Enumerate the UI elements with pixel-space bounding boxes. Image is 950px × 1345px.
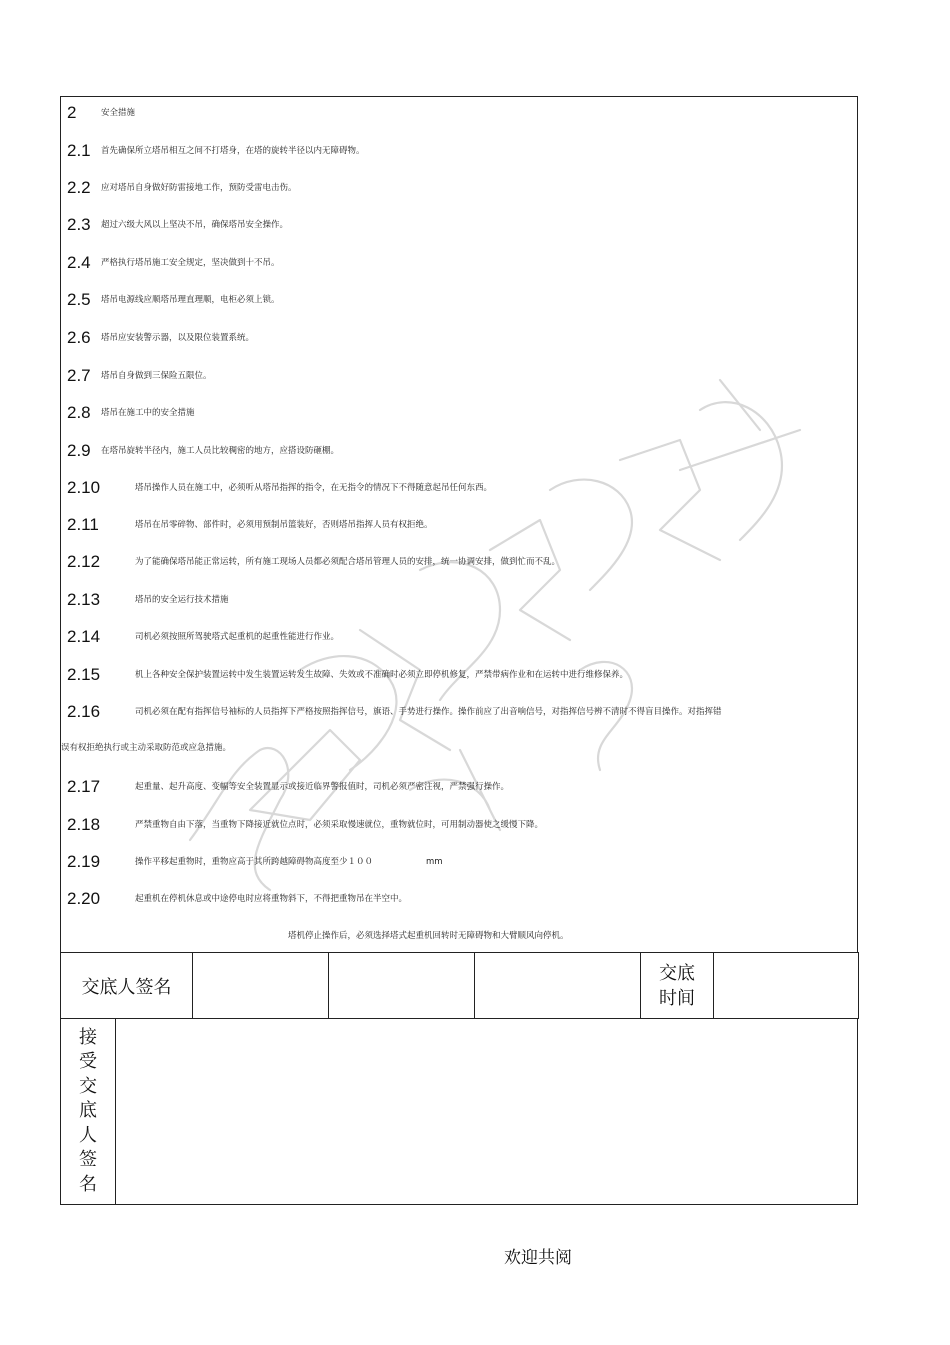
measure-item-number: 2: [67, 103, 77, 122]
measure-item-text: 操作平移起重物时，重物应高于其所跨越障碍物高度至少１００: [135, 857, 374, 867]
measure-item-text: 严禁重物自由下落，当重物下降接近就位点时，必须采取慢速就位，重物就位时，可用制动器使之缓慢下降。: [135, 820, 544, 830]
handover-time-label-line1: 交底: [659, 962, 695, 984]
final-note: 塔机停止操作后，必须选择塔式起重机回转时无障碍物和大臂顺风向停机。: [288, 931, 569, 941]
handover-signature-cell-1[interactable]: [193, 953, 329, 1019]
measure-item-text: 起重量、起升高度、变幅等安全装置显示或接近临界警报值时，司机必须严密注视，严禁强行操作。: [135, 782, 510, 792]
measures-content-box: [60, 96, 858, 952]
measure-item-text: 起重机在停机休息或中途停电时应将重物斜下，不得把重物吊在半空中。: [135, 894, 408, 904]
measure-item-unit: mm: [426, 857, 443, 867]
measure-item-number: 2.9: [67, 441, 91, 460]
measure-item-number: 2.13: [67, 590, 101, 609]
measure-item-number: 2.5: [67, 290, 91, 309]
measure-item-number: 2.12: [67, 552, 101, 571]
measure-item: [67, 663, 847, 687]
measure-item-number: 2.11: [67, 515, 99, 534]
receiver-label-char: 签: [79, 1149, 97, 1171]
measure-item: [67, 251, 847, 275]
measure-item-text: 塔吊的安全运行技术措施: [135, 595, 229, 605]
receiver-label-char: 交: [79, 1075, 97, 1097]
measure-item-number: 2.2: [67, 178, 91, 197]
handover-time-label-line2: 时间: [659, 987, 695, 1009]
handover-signature-cell-3[interactable]: [475, 953, 641, 1019]
receiver-label-char: 接: [79, 1026, 97, 1048]
measure-item-number: 2.4: [67, 253, 91, 272]
footer-text: 欢迎共阅: [504, 1248, 572, 1268]
measure-item-number: 2.19: [67, 852, 101, 871]
handover-signer-label: [61, 953, 193, 1019]
measure-item: [67, 476, 847, 500]
measure-item-number: 2.6: [67, 328, 91, 347]
measure-item: [67, 176, 847, 200]
handover-signature-cell-2[interactable]: [329, 953, 475, 1019]
receiver-label-char: 受: [79, 1051, 97, 1073]
measure-item-text: 为了能确保塔吊能正常运转，所有施工现场人员都必须配合塔吊管理人员的安排，统一协调安排，做到忙而不乱。: [135, 557, 561, 567]
measure-item-text: 塔吊自身做到三保险五限位。: [101, 371, 212, 381]
measure-item-text: 超过六级大风以上坚决不吊，确保塔吊安全操作。: [101, 220, 289, 230]
measure-item: [67, 213, 847, 237]
measure-item: [67, 326, 847, 350]
measure-item-number: 2.15: [67, 665, 101, 684]
measure-item: [67, 101, 847, 125]
measure-item-text: 塔吊电源线应顺塔吊理直理顺，电柜必须上锁。: [101, 295, 280, 305]
measure-item-text: 首先确保所立塔吊相互之间不打塔身，在塔的旋转半径以内无障碍物。: [101, 146, 365, 156]
measure-item: [67, 401, 847, 425]
measure-item: [67, 439, 847, 463]
receiver-signature-section: [60, 1019, 858, 1205]
measure-item: [67, 775, 847, 799]
measure-item-text: 应对塔吊自身做好防雷接地工作，预防受雷电击伤。: [101, 183, 297, 193]
measure-item: [67, 288, 847, 312]
measure-item-text: 塔吊在吊零碎物、部件时，必须用预制吊篮装好，否则塔吊指挥人员有权拒绝。: [135, 520, 433, 530]
measure-item-number: 2.18: [67, 815, 101, 834]
measure-item: [67, 625, 847, 649]
handover-time-cell[interactable]: [714, 953, 859, 1019]
measure-item: [67, 588, 847, 612]
measure-item-number: 2.8: [67, 403, 91, 422]
document-sheet: [60, 96, 858, 1205]
measure-item: [67, 364, 847, 388]
measure-item-number: 2.1: [67, 141, 91, 160]
measure-item: [67, 887, 847, 911]
measure-item: [67, 513, 847, 537]
measure-item-text: 司机必须按照所驾驶塔式起重机的起重性能进行作业。: [135, 632, 340, 642]
measure-item-text: 严格执行塔吊施工安全规定，坚决做到十不吊。: [101, 258, 280, 268]
measure-item: [67, 139, 847, 163]
measure-item-text: 塔吊在施工中的安全措施: [101, 408, 195, 418]
measure-item: [67, 813, 847, 837]
measure-item-text: 在塔吊旋转半径内，施工人员比较稠密的地方，应搭设防砸棚。: [101, 446, 340, 456]
receiver-signature-label: [61, 1019, 116, 1204]
measure-item-continuation: 误有权拒绝执行或主动采取防范或应急措施。: [61, 743, 232, 753]
measure-item-text: 司机必须在配有指挥信号袖标的人员指挥下严格按照指挥信号，旗语、手势进行操作。操作前应了出音响信号，对指挥信号辨不清时不得盲目操作。对指挥错: [135, 707, 722, 717]
measure-item-number: 2.14: [67, 627, 101, 646]
measure-item: [67, 700, 847, 724]
measure-item: [67, 850, 847, 874]
handover-signer-label-text: 交底人签名: [81, 976, 172, 998]
receiver-label-char: 底: [79, 1100, 97, 1122]
handover-signature-table: [60, 952, 859, 1019]
measure-item: [67, 550, 847, 574]
receiver-label-char: 名: [79, 1173, 97, 1195]
measure-item-number: 2.3: [67, 215, 91, 234]
measure-item-text: 塔吊操作人员在施工中，必须听从塔吊指挥的指令，在无指令的情况下不得随意起吊任何东西。: [135, 483, 493, 493]
measure-item-number: 2.7: [67, 366, 91, 385]
handover-time-label: [641, 953, 714, 1019]
measure-item-number: 2.10: [67, 478, 101, 497]
measure-item-text: 机上各种安全保护装置运转中发生装置运转发生故障、失效或不准确时必须立即停机修复，严禁带病作业和在运转中进行维修保养。: [135, 670, 629, 680]
measure-item-text: 塔吊应安装警示器，以及限位装置系统。: [101, 333, 255, 343]
measure-item-text: 安全措施: [101, 108, 136, 118]
measure-item-number: 2.17: [67, 777, 101, 796]
measure-item-number: 2.20: [67, 889, 101, 908]
receiver-signature-area[interactable]: [116, 1019, 857, 1204]
receiver-label-char: 人: [79, 1124, 97, 1146]
measure-item-number: 2.16: [67, 702, 101, 721]
